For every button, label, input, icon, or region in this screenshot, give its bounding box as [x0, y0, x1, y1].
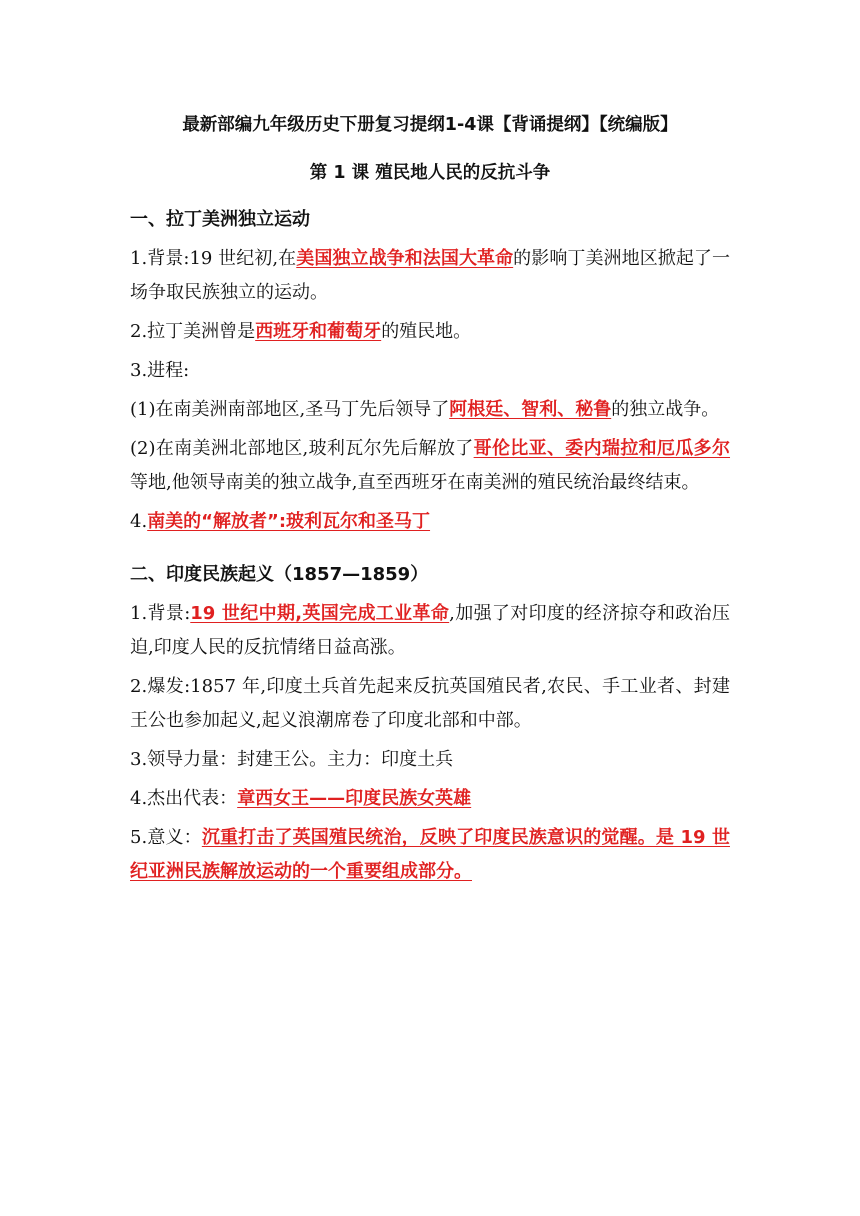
paragraph-bolivar [130, 432, 730, 500]
text: 的影响丁美洲地区掀起了一场争取民族独立的运动。 [130, 248, 730, 303]
highlight-text: 19 世纪中期,英国完成工业革命 [190, 603, 450, 624]
paragraph-leadership: 3.领导力量：封建王公。主力：印度土兵 [130, 749, 454, 770]
section-heading-india: 二、印度民族起义（1857—1859） [130, 564, 429, 585]
paragraph-significance [130, 821, 730, 889]
paragraph-colonial-powers [130, 315, 730, 349]
text: 5.意义： [130, 827, 202, 848]
text: 的殖民地。 [381, 321, 472, 342]
highlight-text: 西班牙和葡萄牙 [255, 321, 382, 342]
highlight-text: 哥伦比亚、委内瑞拉和厄瓜多尔 [473, 438, 731, 459]
text: 1.背景: [130, 603, 191, 624]
paragraph-san-martin [130, 393, 730, 427]
text: ,加强了对印度的经济掠夺和政治压迫,印度人民的反抗情绪日益高涨。 [130, 603, 730, 658]
text: (2)在南美洲北部地区,玻利瓦尔先后解放了 [130, 438, 474, 459]
document-title: 最新部编九年级历史下册复习提纲1-4课【背诵提纲】【统编版】 [182, 115, 678, 135]
text: 的独立战争。 [611, 399, 720, 420]
section-heading-latin-america: 一、拉丁美洲独立运动 [130, 209, 310, 230]
highlight-text: 阿根廷、智利、秘鲁 [449, 399, 612, 420]
paragraph-process: 3.进程: [130, 360, 190, 381]
text: 4.杰出代表： [130, 788, 238, 809]
document-page [130, 104, 730, 889]
paragraph-representative [130, 782, 730, 816]
text: (1)在南美洲南部地区,圣马丁先后领导了 [130, 399, 450, 420]
paragraph-india-background [130, 597, 730, 665]
highlight-text: 章西女王——印度民族女英雄 [237, 788, 472, 809]
paragraph-liberators [130, 505, 730, 539]
lesson-title: 第 1 课 殖民地人民的反抗斗争 [309, 163, 551, 183]
paragraph-outbreak: 2.爆发:1857 年,印度土兵首先起来反抗英国殖民者,农民、手工业者、封建王公也参加起义,起义浪潮席卷了印度北部和中部。 [130, 676, 730, 731]
text: 4. [130, 511, 148, 532]
text: 等地,他领导南美的独立战争,直至西班牙在南美洲的殖民统治最终结束。 [130, 472, 700, 493]
highlight-text: 美国独立战争和法国大革命 [296, 248, 514, 269]
highlight-text: 沉重打击了英国殖民统治，反映了印度民族意识的觉醒。是 19 世纪亚洲民族解放运动的一个重要组成部分。 [130, 827, 730, 882]
paragraph-background [130, 242, 730, 310]
text: 1.背景:19 世纪初,在 [130, 248, 297, 269]
highlight-text: 南美的“解放者”:玻利瓦尔和圣马丁 [147, 511, 431, 532]
text: 2.拉丁美洲曾是 [130, 321, 256, 342]
